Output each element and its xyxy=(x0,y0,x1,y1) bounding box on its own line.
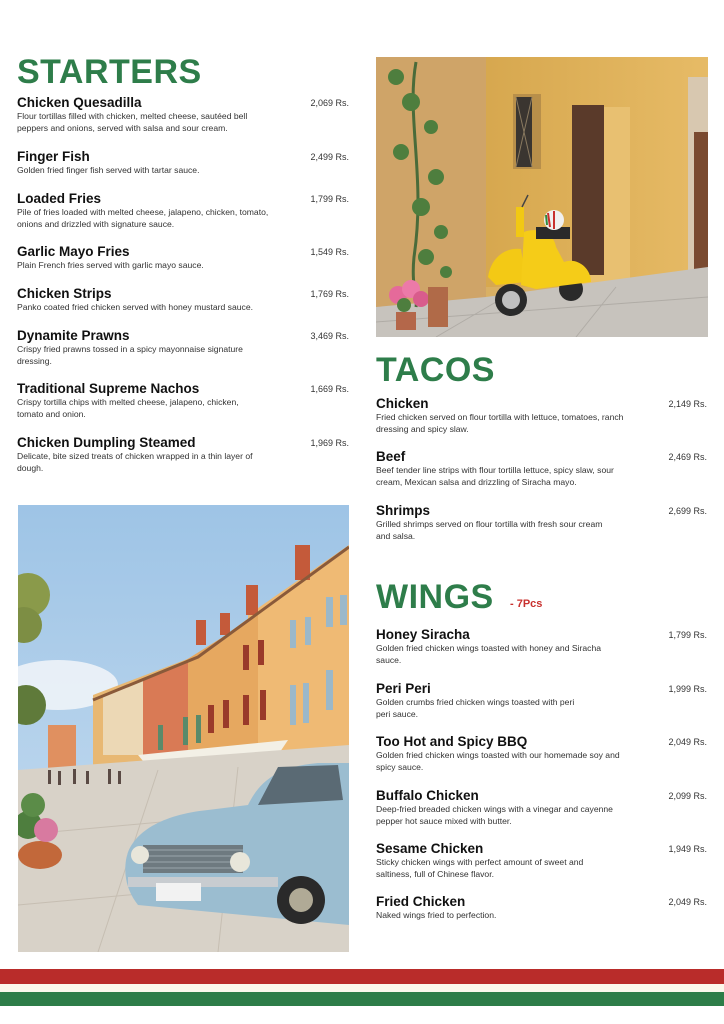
menu-item xyxy=(17,244,349,271)
item-description: Flour tortillas filled with chicken, melted cheese, sautéed bell peppers and onions, served with salsa and sour cream. xyxy=(17,111,248,133)
item-description: Grilled shrimps served on flour tortilla with fresh sour cream and salsa. xyxy=(376,519,603,541)
item-description: Naked wings fried to perfection. xyxy=(376,910,497,920)
starters-title: STARTERS xyxy=(17,53,202,91)
menu-item xyxy=(376,627,707,666)
item-price: 2,499 Rs. xyxy=(310,152,349,162)
item-price: 2,049 Rs. xyxy=(668,737,707,747)
tacos-title: TACOS xyxy=(376,351,495,389)
menu-item xyxy=(376,449,707,488)
item-price: 2,699 Rs. xyxy=(668,506,707,516)
menu-item xyxy=(17,191,349,230)
item-description: Crispy tortilla chips with melted cheese, jalapeno, chicken, tomato and onion. xyxy=(17,397,239,419)
item-description: Pile of fries loaded with melted cheese, jalapeno, chicken, tomato, onions and drizzled with signature sauce. xyxy=(17,207,269,229)
item-name: Too Hot and Spicy BBQ xyxy=(376,734,528,749)
menu-item xyxy=(376,681,707,720)
item-name: Chicken Dumpling Steamed xyxy=(17,435,196,450)
menu-item xyxy=(17,286,349,313)
item-name: Finger Fish xyxy=(17,149,90,164)
item-name: Chicken xyxy=(376,396,429,411)
item-name: Garlic Mayo Fries xyxy=(17,244,130,259)
item-name: Dynamite Prawns xyxy=(17,328,130,343)
menu-item xyxy=(17,95,349,134)
stripe-cream xyxy=(0,984,724,992)
item-price: 3,469 Rs. xyxy=(310,331,349,341)
item-description: Golden fried chicken wings toasted with honey and Siracha sauce. xyxy=(376,643,602,665)
item-description: Deep-fried breaded chicken wings with a vinegar and cayenne pepper hot sauce mixed with butter. xyxy=(376,804,613,826)
item-name: Shrimps xyxy=(376,503,431,518)
item-price: 2,069 Rs. xyxy=(310,98,349,108)
item-description: Sticky chicken wings with perfect amount of sweet and saltiness, full of Chinese flavor. xyxy=(376,857,584,879)
item-name: Fried Chicken xyxy=(376,894,466,909)
item-description: Delicate, bite sized treats of chicken wrapped in a thin layer of dough. xyxy=(17,451,253,473)
item-name: Buffalo Chicken xyxy=(376,788,479,803)
menu-item xyxy=(376,396,707,435)
item-name: Traditional Supreme Nachos xyxy=(17,381,200,396)
item-price: 1,969 Rs. xyxy=(310,438,349,448)
item-name: Honey Siracha xyxy=(376,627,470,642)
scooter-photo xyxy=(376,57,708,337)
street-car-photo xyxy=(18,505,349,952)
item-description: Panko coated fried chicken served with honey mustard sauce. xyxy=(17,302,253,312)
item-name: Peri Peri xyxy=(376,681,431,696)
item-description: Fried chicken served on flour tortilla with lettuce, tomatoes, ranch dressing and spicy slaw. xyxy=(376,412,624,434)
item-name: Loaded Fries xyxy=(17,191,102,206)
menu-item xyxy=(376,894,707,921)
stripe-red xyxy=(0,969,724,984)
menu-item xyxy=(376,788,707,827)
menu-item xyxy=(17,149,349,176)
menu-item xyxy=(17,328,349,367)
item-description: Crispy fried prawns tossed in a spicy mayonnaise signature dressing. xyxy=(17,344,243,366)
item-price: 1,799 Rs. xyxy=(310,194,349,204)
item-price: 1,549 Rs. xyxy=(310,247,349,257)
item-name: Chicken Strips xyxy=(17,286,112,301)
item-price: 1,999 Rs. xyxy=(668,684,707,694)
item-name: Beef xyxy=(376,449,406,464)
item-price: 2,049 Rs. xyxy=(668,897,707,907)
menu-item xyxy=(376,503,707,542)
menu-item xyxy=(17,381,349,420)
item-description: Golden fried chicken wings toasted with our homemade soy and spicy sauce. xyxy=(376,750,620,772)
menu-item xyxy=(17,435,349,474)
item-name: Chicken Quesadilla xyxy=(17,95,142,110)
item-description: Golden crumbs fried chicken wings toasted with peri peri sauce. xyxy=(376,697,575,719)
item-description: Plain French fries served with garlic mayo sauce. xyxy=(17,260,204,270)
item-price: 1,949 Rs. xyxy=(668,844,707,854)
item-name: Sesame Chicken xyxy=(376,841,484,856)
item-price: 2,149 Rs. xyxy=(668,399,707,409)
stripe-green xyxy=(0,992,724,1006)
item-price: 1,769 Rs. xyxy=(310,289,349,299)
item-description: Beef tender line strips with flour tortilla lettuce, spicy slaw, sour cream, Mexican salsa and drizzling of Siracha mayo. xyxy=(376,465,614,487)
item-description: Golden fried finger fish served with tartar sauce. xyxy=(17,165,200,175)
item-price: 1,669 Rs. xyxy=(310,384,349,394)
item-price: 2,469 Rs. xyxy=(668,452,707,462)
wings-title: WINGS xyxy=(376,578,494,616)
wings-pieces-note: - 7Pcs xyxy=(510,598,543,610)
item-price: 2,099 Rs. xyxy=(668,791,707,801)
menu-item xyxy=(376,734,707,773)
menu-item xyxy=(376,841,707,880)
item-price: 1,799 Rs. xyxy=(668,630,707,640)
